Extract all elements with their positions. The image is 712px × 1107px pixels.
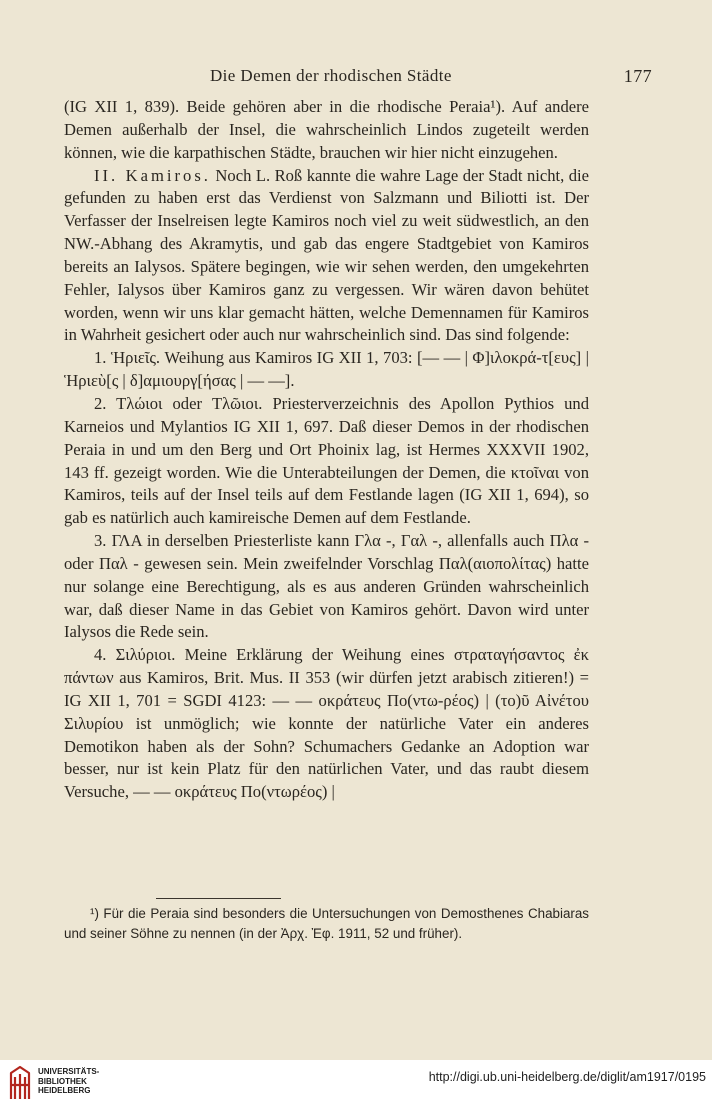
running-title: Die Demen der rhodischen Städte	[210, 66, 452, 85]
running-head	[60, 66, 652, 92]
footnote-divider	[156, 898, 281, 899]
library-name	[38, 1067, 99, 1096]
list-item-tloioi: 2. Τλώιοι oder Τλῶιοι. Priesterverzeichnis des Apollon Pythios und Karneios und Mylantios IG XII 1, 697. Daß dieser Demos in der rhodischen Peraia in und um den Berg und Ort Phoinix lag, ist Hermes XXXVII 1902, 143 ff. gezeigt worden. Wie die Unterabteilungen der Demen, die κτοῖναι von Kamiros, teils auf der Insel teils auf dem Festlande lagen (IG XII 1, 694), so gab es natürlich auch kamireische Demen auf dem Festlande.	[64, 393, 589, 528]
paragraph-kamiros	[64, 165, 589, 348]
library-name-line: HEIDELBERG	[38, 1086, 91, 1095]
university-library-logo-icon	[8, 1065, 32, 1101]
source-url-link[interactable]: http://digi.ub.uni-heidelberg.de/diglit/am1917/0195	[428, 1070, 706, 1084]
paragraph-intro: (IG XII 1, 839). Beide gehören aber in die rhodische Peraia¹). Auf andere Demen außerhalb der Insel, die wahrscheinlich Lindos zugeteilt werden können, wie die karpathischen Städte, brauchen wir hier nicht einzugehen.	[64, 97, 589, 162]
list-item-gla: 3. ΓΛΑ in derselben Priesterliste kann Γλα -, Γαλ -, allenfalls auch Πλα - oder Παλ - gewesen sein. Mein zweifelnder Vorschlag Παλ(αιοπολίτας) hatte nur solange eine Berechtigung, als es aus anderen Gründen wahrscheinlich war, daß dieser Name in das Gebiet von Kamiros gehört. Davon wird unter Ialysos die Rede sein.	[64, 531, 589, 642]
section-heading-kamiros: II. Kamiros.	[94, 165, 211, 185]
body-text	[64, 96, 589, 804]
library-name-line: UNIVERSITÄTS-	[38, 1067, 100, 1076]
viewer-footer	[0, 1060, 712, 1107]
list-item-herieis: 1. Ἡριεῖς. Weihung aus Kamiros IG XII 1, 703: [— — | Φ]ιλοκρά-τ[ευς] | Ἡριεὺ[ς | δ]αμιουργ[ήσας | — —].	[64, 348, 589, 391]
list-item-silyrioi: 4. Σιλύριοι. Meine Erklärung der Weihung eines στραταγήσαντος ἐκ πάντων aus Kamiros, Brit. Mus. II 353 (wir dürfen jetzt arabisch zitieren!) = IG XII 1, 701 = SGDI 4123: — — οκράτευς Πο(ντω-ρέος) | (το)ῦ Αἰνέτου Σιλυρίου ist unmöglich; wie konnte der natürliche Vater ein anderes Demotikon haben als der Sohn? Schumachers Gedanke an Adoption war besser, nur ist kein Platz für den natürlichen Vater, und das raubt diesem Versuche, — — οκράτευς Πο(ντωρέος) |	[64, 645, 589, 802]
footnote: ¹) Für die Peraia sind besonders die Untersuchungen von Demosthenes Chabiaras und seiner Söhne zu nennen (in der Ἀρχ. Ἐφ. 1911, 52 und früher).	[64, 906, 589, 941]
page-number: 177	[623, 66, 652, 86]
library-name-line: BIBLIOTHEK	[38, 1076, 87, 1086]
paragraph-kamiros-text: Noch L. Roß kannte die wahre Lage der Stadt nicht, die gefunden zu haben erst das Verdienst von Salzmann und Biliotti ist. Der Verfasser der Inselreisen legte Kamiros noch viel zu weit südwestlich, an den NW.-Abhang des Akramytis, und gab das engere Stadtgebiet von Kamiros bereits an Ialysos. Spätere begingen, wie wir sehen werden, den umgekehrten Fehler, Ialysos über Kamiros ganz zu vergessen. Wir wären davon behütet worden, wenn wir uns klar gemacht hätten, welche Demennamen für Kamiros in Wahrheit gesichert oder auch nur wahrscheinlich sind. Das sind folgende:	[64, 165, 590, 345]
